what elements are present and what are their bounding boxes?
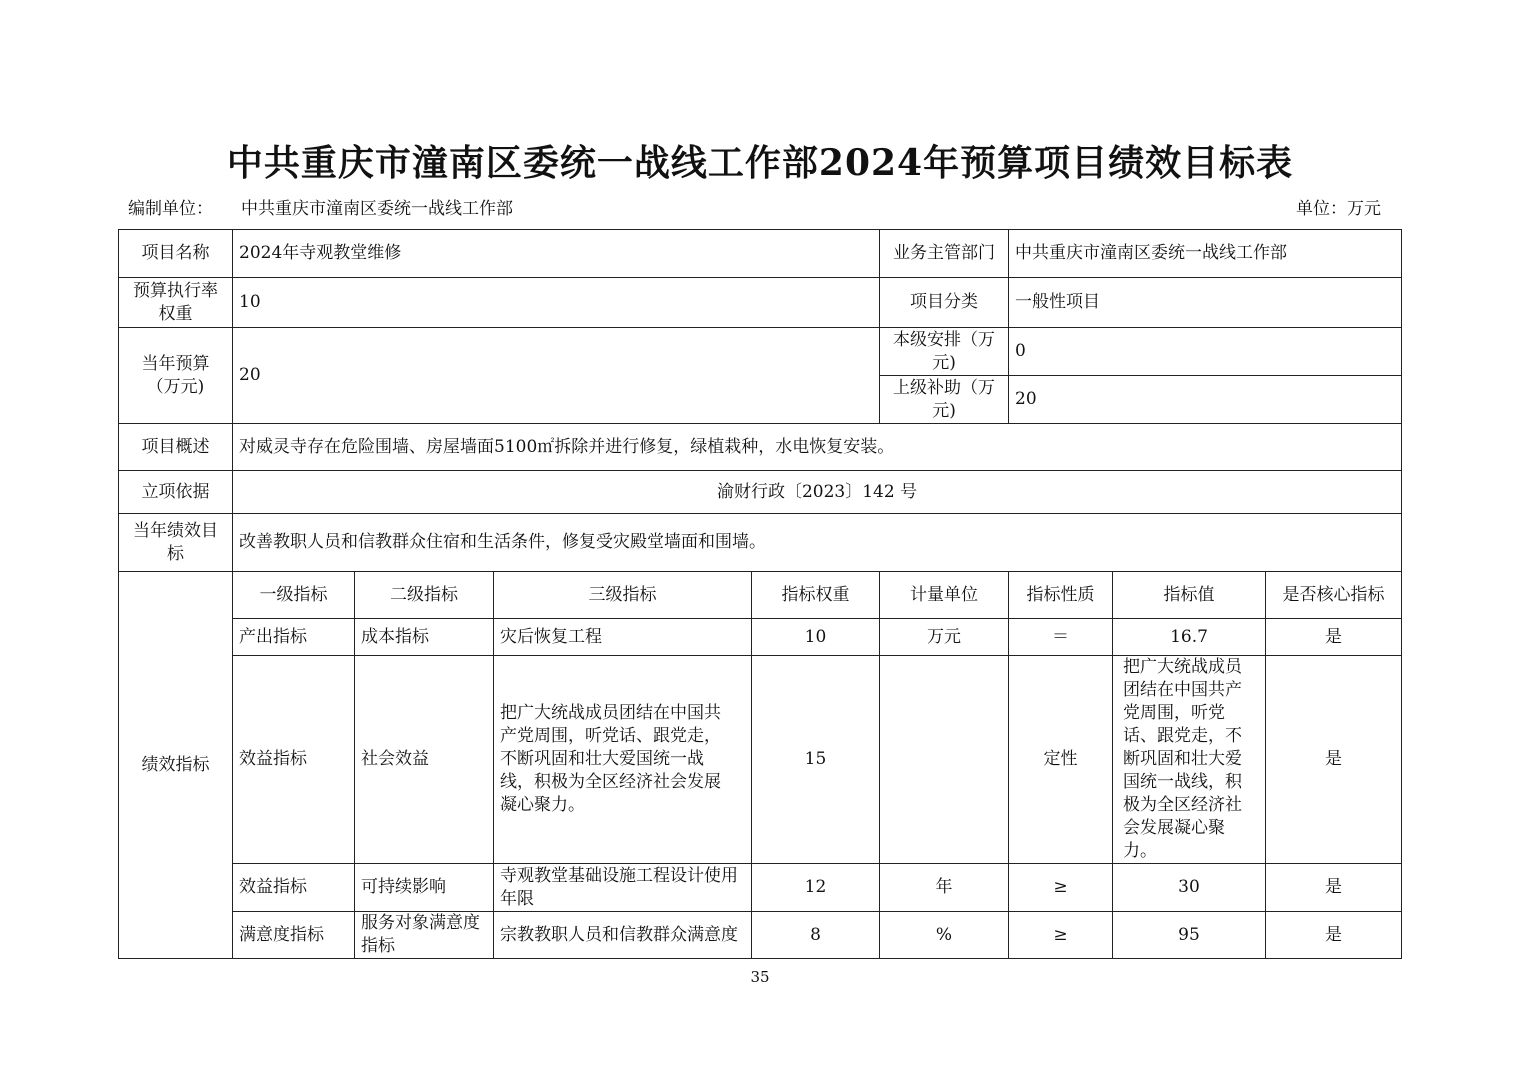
- budget-row-1: [119, 328, 1402, 376]
- level1-cell: 效益指标: [233, 656, 355, 864]
- category-label: 项目分类: [880, 278, 1009, 328]
- nature-cell: ≥: [1009, 864, 1113, 912]
- compiler-line: [128, 194, 513, 219]
- project-name-label: 项目名称: [119, 230, 233, 278]
- column-header: 指标权重: [752, 572, 880, 619]
- basis-value: 渝财行政〔2023〕142 号: [233, 471, 1402, 514]
- basis-row: [119, 471, 1402, 514]
- indicator-section-label: 绩效指标: [119, 572, 233, 959]
- unit-cell: [880, 656, 1009, 864]
- compiler-label: 编制单位：: [128, 199, 213, 219]
- value-cell: 30: [1113, 864, 1266, 912]
- column-header: 指标值: [1113, 572, 1266, 619]
- local-value: 0: [1009, 328, 1402, 376]
- level3-cell: 灾后恢复工程: [494, 619, 752, 656]
- unit-cell: 年: [880, 864, 1009, 912]
- goal-value: 改善教职人员和信教群众住宿和生活条件，修复受灾殿堂墙面和围墙。: [233, 514, 1402, 572]
- column-header: 指标性质: [1009, 572, 1113, 619]
- local-label: 本级安排（万元): [880, 328, 1009, 376]
- level1-cell: 产出指标: [233, 619, 355, 656]
- indicator-table: [118, 571, 1402, 959]
- nature-cell: ＝: [1009, 619, 1113, 656]
- project-name-value: 2024年寺观教堂维修: [233, 230, 880, 278]
- exec-rate-row: [119, 278, 1402, 328]
- level3-cell: 宗教教职人员和信教群众满意度: [494, 912, 752, 959]
- table-row: [119, 912, 1402, 959]
- column-header: 一级指标: [233, 572, 355, 619]
- subsidy-label: 上级补助（万元): [880, 376, 1009, 424]
- weight-cell: 15: [752, 656, 880, 864]
- value-cell: 把广大统战成员团结在中国共产党周围，听党话、跟党走，不断巩固和壮大爱国统一战线，积极为全区经济社会发展凝心聚力。: [1113, 656, 1266, 864]
- budget-value: 20: [233, 328, 880, 424]
- nature-cell: 定性: [1009, 656, 1113, 864]
- budget-label: 当年预算（万元): [119, 328, 233, 424]
- weight-cell: 10: [752, 619, 880, 656]
- overview-value: 对威灵寺存在危险围墙、房屋墙面5100㎡拆除并进行修复，绿植栽种，水电恢复安装。: [233, 424, 1402, 471]
- core-cell: 是: [1266, 656, 1402, 864]
- document-title: 中共重庆市潼南区委统一战线工作部2024年预算项目绩效目标表: [226, 142, 1294, 184]
- table-row: [119, 656, 1402, 864]
- performance-table-main: [118, 229, 1402, 572]
- project-name-row: [119, 230, 1402, 278]
- level1-cell: 满意度指标: [233, 912, 355, 959]
- page-number: 35: [750, 968, 770, 986]
- table-row: [119, 864, 1402, 912]
- value-cell: 95: [1113, 912, 1266, 959]
- unit-label: 单位：万元: [1296, 199, 1381, 219]
- goal-row: [119, 514, 1402, 572]
- column-header: 计量单位: [880, 572, 1009, 619]
- category-value: 一般性项目: [1009, 278, 1402, 328]
- weight-cell: 8: [752, 912, 880, 959]
- level2-cell: 服务对象满意度指标: [355, 912, 494, 959]
- level1-cell: 效益指标: [233, 864, 355, 912]
- basis-label: 立项依据: [119, 471, 233, 514]
- level2-cell: 可持续影响: [355, 864, 494, 912]
- compiler-value: 中共重庆市潼南区委统一战线工作部: [241, 199, 513, 219]
- level2-cell: 社会效益: [355, 656, 494, 864]
- level3-cell: 寺观教堂基础设施工程设计使用年限: [494, 864, 752, 912]
- core-cell: 是: [1266, 864, 1402, 912]
- column-header: 是否核心指标: [1266, 572, 1402, 619]
- subsidy-value: 20: [1009, 376, 1402, 424]
- level2-cell: 成本指标: [355, 619, 494, 656]
- dept-label: 业务主管部门: [880, 230, 1009, 278]
- weight-cell: 12: [752, 864, 880, 912]
- level3-cell: 把广大统战成员团结在中国共产党周围，听党话、跟党走，不断巩固和壮大爱国统一战线，积极为全区经济社会发展凝心聚力。: [494, 656, 752, 864]
- goal-label: 当年绩效目标: [119, 514, 233, 572]
- core-cell: 是: [1266, 912, 1402, 959]
- exec-rate-value: 10: [233, 278, 880, 328]
- table-row: [119, 619, 1402, 656]
- column-header: 三级指标: [494, 572, 752, 619]
- indicator-header-row: [119, 572, 1402, 619]
- overview-label: 项目概述: [119, 424, 233, 471]
- unit-cell: 万元: [880, 619, 1009, 656]
- column-header: 二级指标: [355, 572, 494, 619]
- core-cell: 是: [1266, 619, 1402, 656]
- value-cell: 16.7: [1113, 619, 1266, 656]
- overview-row: [119, 424, 1402, 471]
- dept-value: 中共重庆市潼南区委统一战线工作部: [1009, 230, 1402, 278]
- exec-rate-label: 预算执行率权重: [119, 278, 233, 328]
- unit-cell: %: [880, 912, 1009, 959]
- nature-cell: ≥: [1009, 912, 1113, 959]
